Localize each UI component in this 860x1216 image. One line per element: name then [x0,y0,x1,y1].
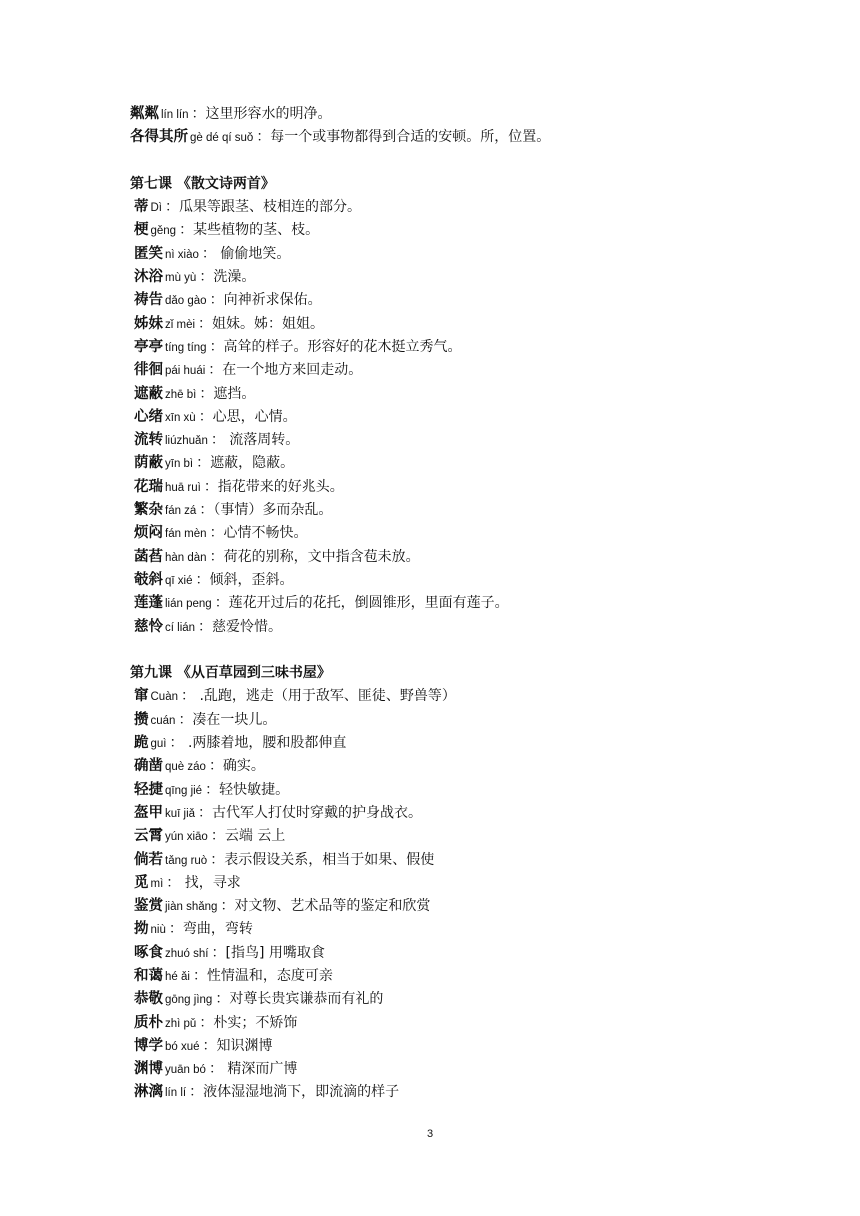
vocab-pinyin: tǎng ruò [165,854,208,867]
vocab-definition: ：向神祈求保佑。 [209,292,322,309]
vocab-entry [130,1058,820,1081]
vocab-definition: ：表示假设关系，相当于如果、假使 [210,851,435,868]
vocab-term: 心绪 [134,408,163,425]
vocab-term: 和蔼 [134,967,163,984]
vocab-term: 姊妹 [134,315,163,332]
vocab-definition: ：每一个或事物都得到合适的安顿。所，位置。 [256,129,551,146]
vocab-pinyin: cí lián [165,621,196,634]
spacer [130,639,820,662]
vocab-term: 粼粼 [130,106,159,122]
vocab-pinyin: Dì [150,202,162,215]
vocab-entry [130,313,820,336]
vocab-entry [130,406,820,429]
vocab-entry [130,266,820,289]
vocab-definition: ：姐妹。姊：姐姐。 [198,315,325,332]
vocab-definition: ： 流落周转。 [210,432,300,449]
vocab-term: 匿笑 [134,245,163,262]
vocab-definition: ：凑在一块儿。 [178,711,277,728]
vocab-entry [130,219,820,242]
vocab-pinyin: qī xié [165,574,193,587]
vocab-term: 淋漓 [134,1084,163,1101]
vocab-pinyin: liúzhuǎn [165,435,208,448]
vocab-term: 恭敬 [134,991,163,1008]
vocab-term: 跪 [134,735,149,752]
vocab-term: 觅 [134,874,149,891]
lesson-9-heading: 第九课 《从百草园到三味书屋》 [130,665,331,682]
vocab-entry [130,1035,820,1058]
vocab-entry [130,126,820,149]
spacer [130,150,820,173]
vocab-pinyin: yún xiāo [165,831,208,844]
vocab-pinyin: yīn bì [165,458,194,471]
vocab-definition: ：心思，心情。 [198,408,297,425]
vocab-pinyin: què záo [165,761,206,774]
page-number: 3 [426,1128,434,1140]
vocab-term: 攒 [134,711,149,728]
vocab-entry [130,709,820,732]
vocab-definition: ： .乱跑，逃走（用于敌军、匪徒、野兽等） [181,688,456,705]
vocab-pinyin: kuī jiǎ [165,807,196,820]
vocab-term: 轻捷 [134,781,163,798]
vocab-term: 攲斜 [134,571,163,588]
vocab-term: 盔甲 [134,804,163,821]
vocab-definition: ：云端 云上 [210,828,286,845]
vocab-pinyin: zhì pǔ [165,1017,197,1030]
vocab-entry [130,732,820,755]
lesson-7-entries [130,196,820,639]
vocab-term: 梗 [134,222,149,239]
vocab-pinyin: zhuó shí [165,947,209,960]
vocab-term: 徘徊 [134,362,163,379]
vocab-entry [130,452,820,475]
lesson-7-heading: 第七课 《散文诗两首》 [130,175,275,192]
vocab-definition: ：弯曲，弯转 [168,921,253,938]
vocab-definition: ：倾斜，歪斜。 [195,571,294,588]
vocab-entry [130,849,820,872]
vocab-term: 荫蔽 [134,455,163,472]
vocab-definition: ：液体湿湿地淌下，即流滴的样子 [189,1084,400,1101]
vocab-definition: ：知识渊博 [202,1037,273,1054]
vocab-term: 花瑞 [134,478,163,495]
vocab-term: 渊博 [134,1061,163,1078]
vocab-term: 烦闷 [134,525,163,542]
vocab-definition: ：轻快敏捷。 [205,781,290,798]
vocab-definition: ：[指鸟] 用嘴取食 [211,944,325,961]
vocab-entry [130,895,820,918]
vocab-entry [130,359,820,382]
vocab-pinyin: guì [150,738,167,751]
vocab-entry [130,592,820,615]
vocab-term: 拗 [134,921,149,938]
vocab-pinyin: fán mèn [165,528,207,541]
vocab-definition: ：某些植物的茎、枝。 [179,222,320,239]
vocab-definition: ： 偷偷地笑。 [201,245,291,262]
vocab-definition: ：洗澡。 [199,269,256,286]
vocab-definition: ：慈爱怜惜。 [198,618,283,635]
vocab-entry [130,546,820,569]
vocab-term: 啄食 [134,944,163,961]
vocab-entry [130,289,820,312]
vocab-entry [130,918,820,941]
vocab-term: 云霄 [134,828,163,845]
vocab-entry [130,872,820,895]
vocab-pinyin: huā ruì [165,481,201,494]
vocab-entry [130,825,820,848]
vocab-definition: ：朴实；不矫饰 [199,1014,298,1031]
vocab-definition: ：确实。 [208,758,265,775]
vocab-entry [130,779,820,802]
vocab-definition: ：瓜果等跟茎、枝相连的部分。 [165,199,361,216]
vocab-term: 莲蓬 [134,595,163,612]
vocab-entry [130,196,820,219]
vocab-pinyin: nì xiào [165,248,199,261]
vocab-term: 质朴 [134,1014,163,1031]
vocab-pinyin: fán zá [165,505,197,518]
vocab-definition: ：这里形容水的明净。 [191,106,332,122]
vocab-entry [130,1081,820,1104]
vocab-entry [130,1012,820,1035]
vocab-pinyin: lín lín [161,109,189,121]
vocab-pinyin: qīng jié [165,784,203,797]
document-body [130,103,820,1105]
vocab-definition: ：遮挡。 [199,385,256,402]
vocab-pinyin: gěng [150,225,177,238]
vocab-definition: ：性情温和，态度可亲 [192,967,333,984]
vocab-term: 繁杂 [134,502,163,519]
vocab-pinyin: gè dé qí suǒ [190,132,254,145]
lesson-9-entries [130,685,820,1104]
vocab-pinyin: pái huái [165,365,206,378]
vocab-entry [130,569,820,592]
vocab-entry [130,685,820,708]
vocab-definition: ：古代军人打仗时穿戴的护身战衣。 [198,804,423,821]
vocab-entry [130,802,820,825]
vocab-pinyin: lián peng [165,598,212,611]
vocab-pinyin: dǎo gào [165,295,207,308]
vocab-pinyin: hé ǎi [165,970,190,983]
vocab-entry [130,616,820,639]
vocab-term: 窜 [134,688,149,705]
vocab-entry [130,499,820,522]
vocab-entry [130,336,820,359]
vocab-pinyin: yuān bó [165,1064,206,1077]
vocab-definition: ：莲花开过后的花托，倒圆锥形，里面有莲子。 [214,595,509,612]
vocab-term: 博学 [134,1037,163,1054]
vocab-pinyin: zhē bì [165,388,197,401]
vocab-definition: ： 精深而广博 [208,1061,298,1078]
vocab-pinyin: lín lí [165,1087,187,1100]
vocab-entry [130,522,820,545]
vocab-definition: ：遮蔽，隐蔽。 [196,455,295,472]
vocab-definition: ： .两膝着地，腰和股都伸直 [169,735,347,752]
vocab-term: 蒂 [134,199,149,216]
vocab-term: 沐浴 [134,269,163,286]
vocab-definition: ：心情不畅快。 [209,525,308,542]
vocab-term: 鉴赏 [134,898,163,915]
vocab-pinyin: tíng tíng [165,341,207,354]
vocab-entry [130,429,820,452]
vocab-pinyin: mì [150,877,164,890]
vocab-entry [130,243,820,266]
vocab-definition: ：荷花的别称，文中指含苞未放。 [209,548,420,565]
vocab-pinyin: niù [150,924,166,937]
vocab-definition: ：指花带来的好兆头。 [203,478,344,495]
vocab-entry [130,965,820,988]
vocab-pinyin: zǐ mèi [165,318,196,331]
vocab-pinyin: hàn dàn [165,551,207,564]
vocab-term: 遮蔽 [134,385,163,402]
vocab-pinyin: Cuàn [150,691,178,704]
vocab-entry [130,383,820,406]
top-entries [130,103,820,150]
vocab-pinyin: cuán [150,714,176,727]
vocab-term: 确凿 [134,758,163,775]
vocab-pinyin: gōng jìng [165,994,213,1007]
vocab-term: 倘若 [134,851,163,868]
vocab-term: 菡萏 [134,548,163,565]
vocab-entry [130,755,820,778]
vocab-pinyin: xīn xù [165,411,196,424]
vocab-entry [130,476,820,499]
vocab-definition: ：（事情）多而杂乱。 [199,502,333,519]
vocab-definition: ：对尊长贵宾谦恭而有礼的 [215,991,384,1008]
vocab-pinyin: bó xué [165,1040,200,1053]
vocab-term: 亭亭 [134,338,163,355]
vocab-pinyin: mù yù [165,272,197,285]
vocab-entry [130,942,820,965]
vocab-entry [130,988,820,1011]
vocab-term: 慈怜 [134,618,163,635]
vocab-definition: ：高耸的样子。形容好的花木挺立秀气。 [209,338,462,355]
vocab-pinyin: jiàn shǎng [165,901,218,914]
vocab-term: 各得其所 [130,129,188,146]
vocab-entry [130,103,820,126]
vocab-term: 流转 [134,432,163,449]
vocab-definition: ： 找，寻求 [166,874,241,891]
vocab-definition: ：在一个地方来回走动。 [208,362,363,379]
vocab-definition: ：对文物、艺术品等的鉴定和欣赏 [220,898,431,915]
vocab-term: 祷告 [134,292,163,309]
